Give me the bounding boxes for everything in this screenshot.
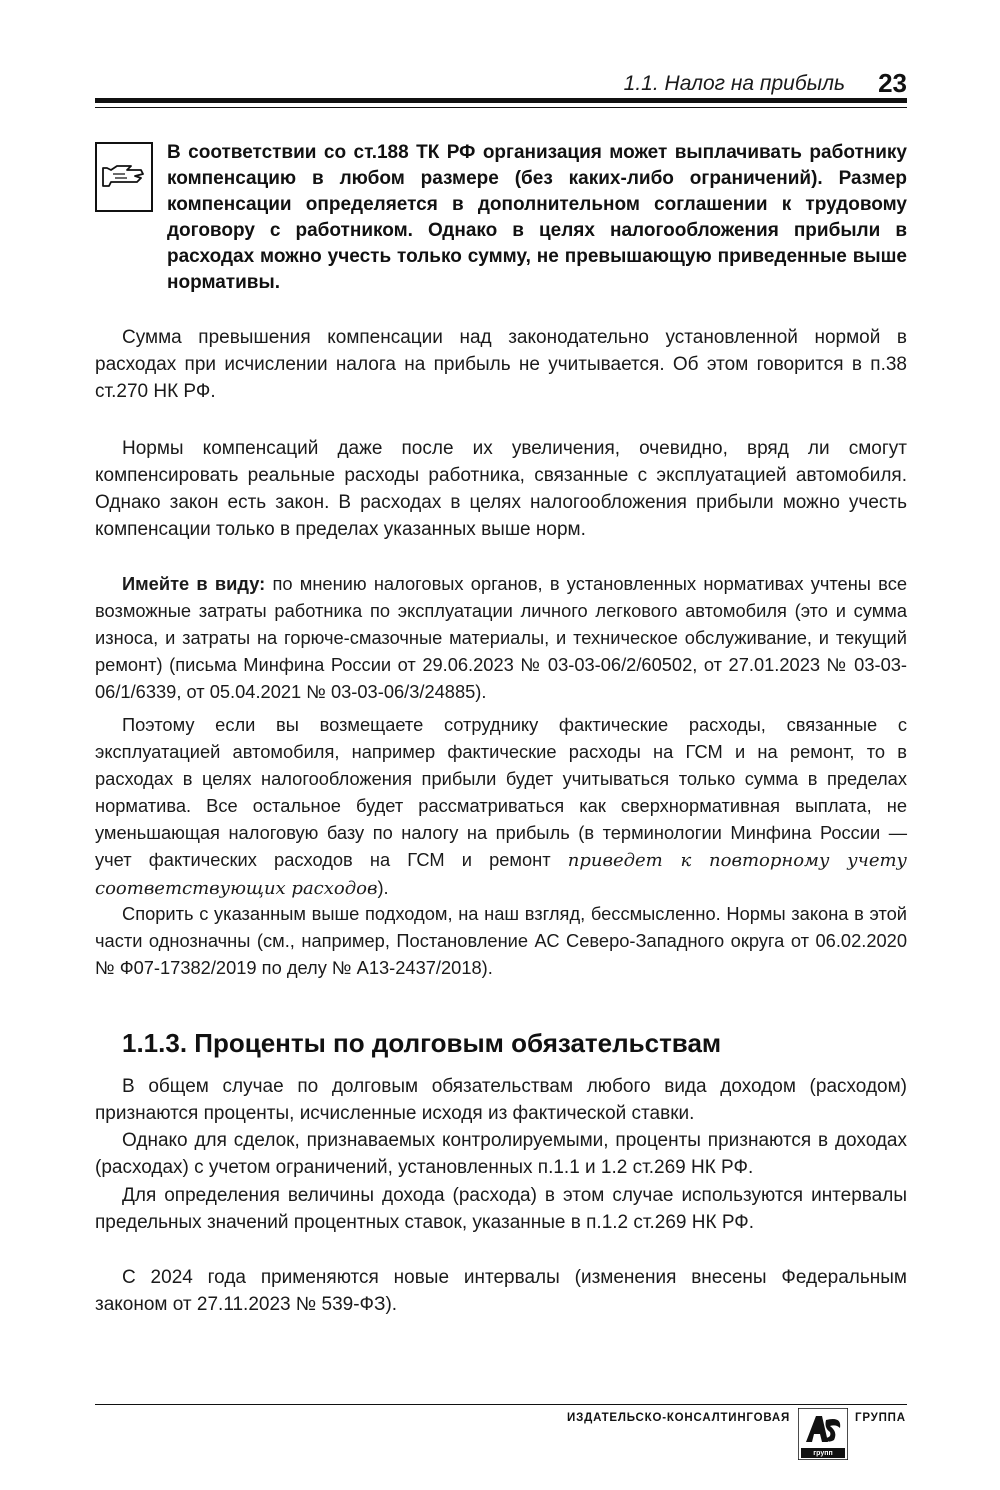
header-rule-thick [95, 98, 907, 103]
header-rule-thin [95, 107, 907, 108]
running-title: 1.1. Налог на прибыль [623, 72, 845, 95]
footer-publisher-right: ГРУППА [855, 1412, 906, 1424]
pointing-hand-icon [95, 142, 153, 212]
page-number: 23 [878, 68, 907, 98]
paragraph-1: Сумма превышения компенсации над законодательно установленной нормой в расходах при исчислении налога на прибыль не учитывается. Об этом говорится в п.38 ст.270 НК РФ. [95, 327, 907, 402]
paragraph-4-end: ). [377, 877, 389, 898]
footer-publisher-left: ИЗДАТЕЛЬСКО-КОНСАЛТИНГОВАЯ [567, 1412, 791, 1424]
paragraph-3-text: по мнению налоговых органов, в установленных нормативах учтены все возможные затраты работника по эксплуатации личного легкового автомобиля (это и сумма износа, и затраты на горюче-смазочные материалы, и техническое обслуживание, и текущий ремонт) (письма Минфина России от 29.06.2023 № 03-03-06/2/60502, от 27.01.2023 № 03-03-06/1/6339, от 05.04.2021 № 03-03-06/3/24885). [95, 573, 907, 702]
footer-rule [95, 1404, 907, 1405]
paragraph-4 [95, 711, 907, 902]
paragraph-3 [95, 570, 907, 705]
paragraph-4-italic: приведет к повторному учету соответствующих расходов [95, 850, 908, 899]
section-paragraph-2: Однако для сделок, признаваемых контролируемыми, проценты признаются в доходах (расходах) с учетом ограничений, установленных п.1.1 и 1.2 ст.269 НК РФ. [95, 1130, 907, 1178]
footer-logo-caption: групп [813, 1450, 833, 1457]
note-text: В соответствии со ст.188 ТК РФ организация может выплачивать работнику компенсацию в любом размере (без каких-либо ограничений). Размер компенсации определяется в дополнительном соглашении к трудовому договору с работником. Однако в целях налогообложения прибыли в расходах можно учесть только сумму, не превышающую приведенные выше нормативы. [167, 142, 907, 293]
paragraph-5: Спорить с указанным выше подходом, на наш взгляд, бессмысленно. Нормы закона в этой части однозначны (см., например, Постановление АС Северо-Западного округа от 06.02.2020 № Ф07-17382/2019 по делу № А13-2437/2018). [95, 903, 907, 978]
section-paragraph-1: В общем случае по долговым обязательствам любого вида доходом (расходом) признаются проценты, исчисленные исходя из фактической ставки. [95, 1076, 907, 1124]
paragraph-4-text: Поэтому если вы возмещаете сотруднику фактические расходы, связанные с эксплуатацией автомобиля, например фактические расходы на ГСМ и на ремонт, то в расходах в целях налогообложения прибыли будет учитываться только сумма в пределах норматива. Все остальное будет рассматриваться как сверхнормативная выплата, не уменьшающая налоговую базу по налогу на прибыль (в терминологии Минфина России — учет фактических расходов на ГСМ и ремонт [95, 714, 907, 870]
paragraph-2: Нормы компенсаций даже после их увеличения, очевидно, вряд ли смогут компенсировать реальные расходы работника, связанные с эксплуатацией автомобиля. Однако закон есть закон. В расходах в целях налогообложения прибыли можно учесть компенсации только в пределах указанных выше норм. [95, 438, 907, 540]
section-heading: 1.1.3. Проценты по долговым обязательствам [122, 1028, 722, 1058]
section-paragraph-3: Для определения величины дохода (расхода) в этом случае используются интервалы предельных значений процентных ставок, указанные в п.1.2 ст.269 НК РФ. [95, 1185, 907, 1233]
section-paragraph-4: С 2024 года применяются новые интервалы (изменения внесены Федеральным законом от 27.11.2023 № 539-ФЗ). [95, 1267, 907, 1315]
note-lead: Имейте в виду: [122, 573, 266, 594]
